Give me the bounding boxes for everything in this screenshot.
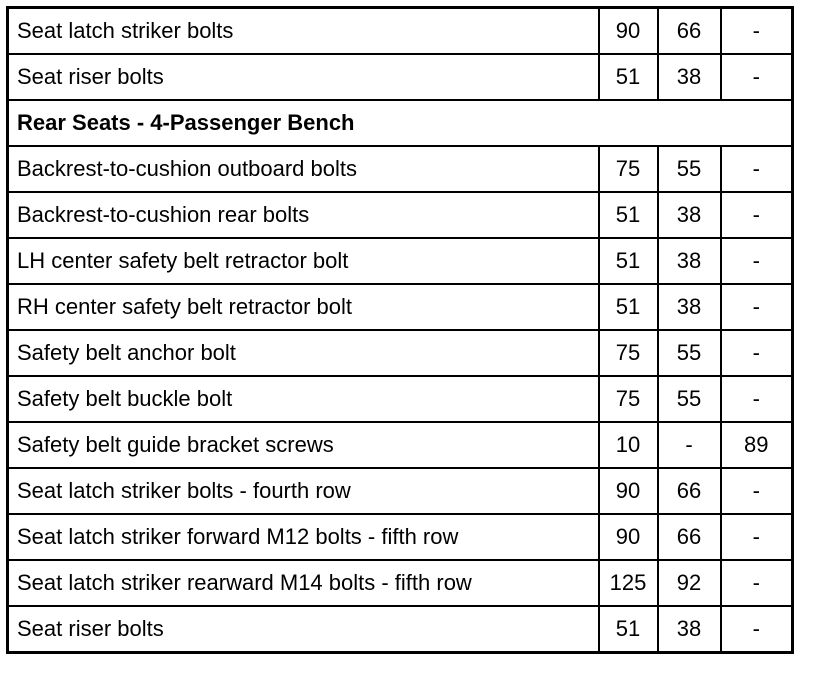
torque-lb-ft-value: 38 <box>658 54 721 100</box>
table-row <box>8 8 793 55</box>
torque-lb-ft-value: 55 <box>658 376 721 422</box>
torque-lb-in-value: - <box>721 514 793 560</box>
torque-nm-value: 90 <box>599 514 658 560</box>
torque-lb-ft-value: 38 <box>658 606 721 653</box>
section-header-row <box>8 100 793 146</box>
torque-lb-in-value: - <box>721 192 793 238</box>
table-row <box>8 514 793 560</box>
torque-lb-in-value: - <box>721 238 793 284</box>
fastener-description: Safety belt guide bracket screws <box>8 422 599 468</box>
fastener-description: Backrest-to-cushion outboard bolts <box>8 146 599 192</box>
fastener-description: Safety belt anchor bolt <box>8 330 599 376</box>
torque-lb-in-value: 89 <box>721 422 793 468</box>
torque-lb-in-value: - <box>721 560 793 606</box>
section-title: Rear Seats - 4-Passenger Bench <box>8 100 793 146</box>
fastener-description: Seat latch striker forward M12 bolts - fifth row <box>8 514 599 560</box>
torque-nm-value: 90 <box>599 468 658 514</box>
fastener-description: Seat latch striker bolts <box>8 8 599 55</box>
torque-lb-ft-value: 66 <box>658 514 721 560</box>
fastener-description: Safety belt buckle bolt <box>8 376 599 422</box>
torque-nm-value: 51 <box>599 192 658 238</box>
table-row <box>8 284 793 330</box>
torque-lb-in-value: - <box>721 146 793 192</box>
torque-nm-value: 90 <box>599 8 658 55</box>
fastener-description: Seat riser bolts <box>8 54 599 100</box>
torque-lb-in-value: - <box>721 284 793 330</box>
table-row <box>8 146 793 192</box>
torque-lb-in-value: - <box>721 468 793 514</box>
fastener-description: Seat latch striker rearward M14 bolts - fifth row <box>8 560 599 606</box>
torque-lb-ft-value: - <box>658 422 721 468</box>
table-row <box>8 238 793 284</box>
fastener-description: LH center safety belt retractor bolt <box>8 238 599 284</box>
torque-lb-ft-value: 66 <box>658 468 721 514</box>
fastener-description: Seat riser bolts <box>8 606 599 653</box>
torque-nm-value: 10 <box>599 422 658 468</box>
table-row <box>8 192 793 238</box>
torque-lb-ft-value: 55 <box>658 330 721 376</box>
torque-lb-in-value: - <box>721 376 793 422</box>
torque-nm-value: 51 <box>599 284 658 330</box>
torque-lb-ft-value: 66 <box>658 8 721 55</box>
torque-lb-in-value: - <box>721 54 793 100</box>
torque-nm-value: 51 <box>599 606 658 653</box>
torque-lb-ft-value: 92 <box>658 560 721 606</box>
torque-nm-value: 125 <box>599 560 658 606</box>
fastener-description: Backrest-to-cushion rear bolts <box>8 192 599 238</box>
table-row <box>8 606 793 653</box>
table-row <box>8 468 793 514</box>
table-row <box>8 330 793 376</box>
table-row <box>8 54 793 100</box>
fastener-description: Seat latch striker bolts - fourth row <box>8 468 599 514</box>
torque-nm-value: 75 <box>599 330 658 376</box>
table-row <box>8 376 793 422</box>
torque-nm-value: 51 <box>599 54 658 100</box>
torque-spec-table <box>6 6 794 654</box>
torque-lb-ft-value: 55 <box>658 146 721 192</box>
torque-lb-in-value: - <box>721 330 793 376</box>
torque-lb-ft-value: 38 <box>658 192 721 238</box>
torque-nm-value: 51 <box>599 238 658 284</box>
torque-nm-value: 75 <box>599 376 658 422</box>
torque-nm-value: 75 <box>599 146 658 192</box>
fastener-description: RH center safety belt retractor bolt <box>8 284 599 330</box>
table-row <box>8 422 793 468</box>
torque-lb-ft-value: 38 <box>658 238 721 284</box>
table-row <box>8 560 793 606</box>
torque-lb-in-value: - <box>721 606 793 653</box>
torque-lb-in-value: - <box>721 8 793 55</box>
torque-spec-table-body <box>8 8 793 653</box>
torque-lb-ft-value: 38 <box>658 284 721 330</box>
